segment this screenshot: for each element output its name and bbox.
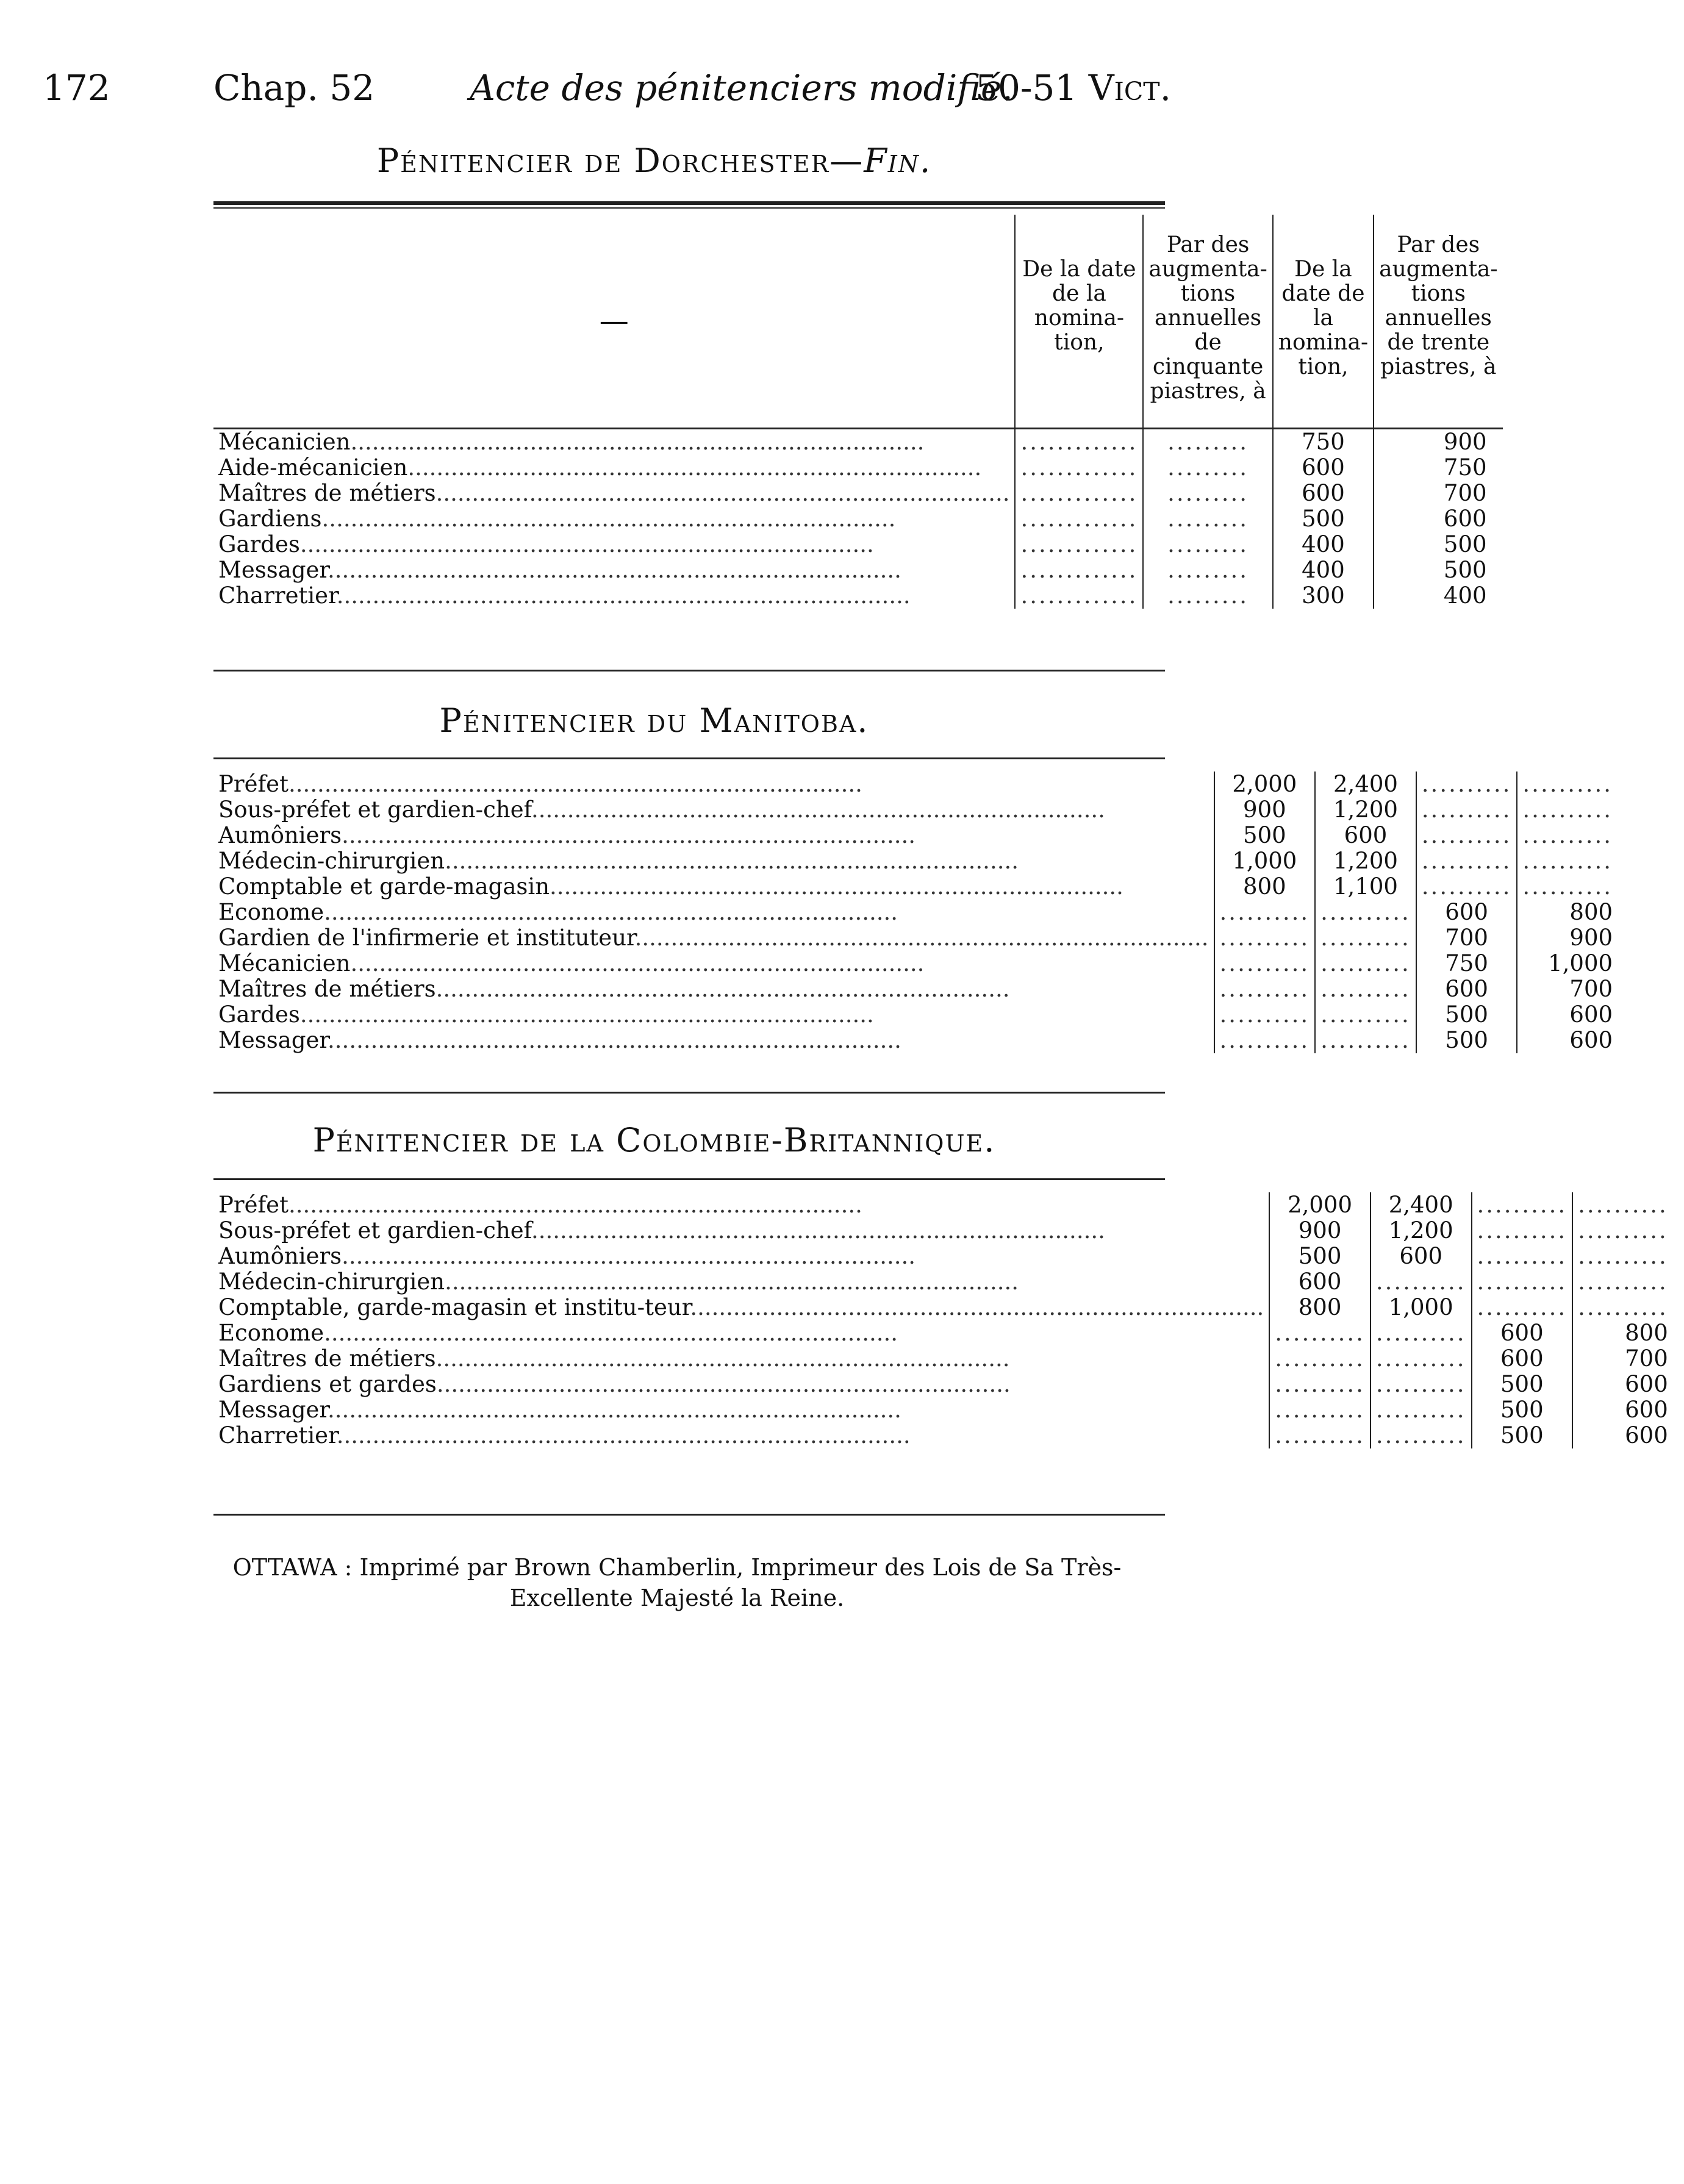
dot-leader: ................................................................................ — [445, 1269, 1019, 1295]
colombie-salary-cell-2: .......... — [1370, 1346, 1472, 1372]
dorchester-position-name: Charretier................................................................................ — [218, 582, 911, 609]
manitoba-row — [213, 951, 1628, 976]
dot-leader: ................................................................................ — [407, 454, 982, 481]
colombie-salary-cell-2: 1,000 — [1370, 1295, 1472, 1320]
manitoba-salary-cell-4: .......... — [1517, 797, 1628, 823]
colombie-salary-cell-4: 600 — [1572, 1397, 1684, 1423]
dorchester-salary-cell-4: 900 — [1374, 428, 1502, 455]
manitoba-salary-cell-3: 700 — [1416, 925, 1517, 951]
colombie-salary-cell-3: .......... — [1472, 1218, 1573, 1244]
colombie-row — [213, 1192, 1684, 1218]
manitoba-salary-cell-2: 1,200 — [1315, 797, 1416, 823]
rule-manitoba-top — [213, 757, 1165, 759]
colombie-row — [213, 1218, 1684, 1244]
dorchester-title-main: Pénitencier de Dorchester— — [376, 141, 864, 180]
colombie-position-name: Aumôniers................................................................................ — [218, 1243, 916, 1269]
manitoba-salary-cell-3: .......... — [1416, 772, 1517, 797]
dorchester-position-name: Maîtres de métiers................................................................................ — [218, 479, 1010, 506]
colombie-salary-cell-2: 1,200 — [1370, 1218, 1472, 1244]
manitoba-salary-cell-1: .......... — [1214, 951, 1316, 976]
colombie-row — [213, 1244, 1684, 1269]
manitoba-salary-cell-3: 600 — [1416, 976, 1517, 1002]
manitoba-salary-cell-4: .......... — [1517, 848, 1628, 874]
manitoba-salary-cell-3: .......... — [1416, 797, 1517, 823]
manitoba-salary-cell-3: .......... — [1416, 848, 1517, 874]
manitoba-position-name: Sous-préfet et gardien-chef................................................................................ — [218, 797, 1105, 823]
dorchester-row — [213, 557, 1503, 583]
manitoba-salary-cell-2: .......... — [1315, 1002, 1416, 1028]
regnal-year: 50-51 Vict. — [975, 67, 1171, 109]
manitoba-position-name: Préfet................................................................................ — [218, 771, 862, 797]
page-number: 172 — [43, 67, 110, 109]
manitoba-salary-cell-4: .......... — [1517, 772, 1628, 797]
colombie-row — [213, 1372, 1684, 1397]
dorchester-salary-cell-2: ......... — [1143, 455, 1272, 481]
manitoba-row — [213, 925, 1628, 951]
colombie-position-name: Gardiens et gardes................................................................................ — [218, 1371, 1011, 1397]
colombie-salary-cell-1: 600 — [1269, 1269, 1370, 1295]
dorchester-title — [0, 141, 1308, 180]
colombie-position-name: Sous-préfet et gardien-chef................................................................................ — [218, 1217, 1105, 1244]
dorchester-salary-cell-1: ............. — [1015, 428, 1143, 455]
colombie-salary-cell-2: .......... — [1370, 1423, 1472, 1448]
colombie-salary-cell-1: 500 — [1269, 1244, 1370, 1269]
dot-leader: ................................................................................ — [336, 582, 911, 609]
colombie-position-name: Econome................................................................................ — [218, 1320, 898, 1346]
printer-imprint: OTTAWA : Imprimé par Brown Chamberlin, Imprimeur des Lois de Sa Très-Excellente Majesté la Reine. — [232, 1554, 1122, 1611]
manitoba-row — [213, 797, 1628, 823]
manitoba-salary-cell-4: .......... — [1517, 823, 1628, 848]
dot-leader: ................................................................................ — [324, 899, 898, 925]
colombie-salary-cell-2: .......... — [1370, 1372, 1472, 1397]
dorchester-position-name: Mécanicien................................................................................ — [218, 428, 925, 455]
col-header-augment-50: Par des augmenta-tions annuelles de cinquante piastres, à — [1143, 215, 1272, 428]
dot-leader: ................................................................................ — [342, 1243, 916, 1269]
colombie-salary-cell-3: 500 — [1472, 1423, 1573, 1448]
manitoba-salary-cell-4: 900 — [1517, 925, 1628, 951]
double-rule-top-thin — [213, 207, 1165, 209]
dot-leader: ................................................................................ — [531, 797, 1105, 823]
colombie-salary-cell-1: .......... — [1269, 1423, 1370, 1448]
dorchester-salary-cell-2: ......... — [1143, 481, 1272, 506]
manitoba-salary-cell-4: 600 — [1517, 1002, 1628, 1028]
col-header-augment-30: Par des augmenta-tions annuelles de trente piastres, à — [1374, 215, 1502, 428]
manitoba-salary-cell-4: 600 — [1517, 1028, 1628, 1053]
dot-leader: ................................................................................ — [324, 1320, 898, 1346]
manitoba-salary-cell-2: 2,400 — [1315, 772, 1416, 797]
dorchester-salary-cell-2: ......... — [1143, 428, 1272, 455]
colombie-salary-cell-4: .......... — [1572, 1218, 1684, 1244]
manitoba-salary-cell-1: .......... — [1214, 1002, 1316, 1028]
colombie-salary-cell-3: 500 — [1472, 1397, 1573, 1423]
stub-header: — — [599, 304, 629, 338]
colombie-salary-cell-1: 2,000 — [1269, 1192, 1370, 1218]
rule-colombie-top — [213, 1178, 1165, 1180]
manitoba-salary-cell-2: .......... — [1315, 951, 1416, 976]
manitoba-salary-cell-1: 800 — [1214, 874, 1316, 900]
dorchester-salary-cell-1: ............. — [1015, 532, 1143, 557]
manitoba-salary-cell-3: 600 — [1416, 900, 1517, 925]
dot-leader: ................................................................................ — [288, 771, 862, 797]
dorchester-row — [213, 532, 1503, 557]
dorchester-row — [213, 583, 1503, 609]
colombie-salary-cell-1: 800 — [1269, 1295, 1370, 1320]
manitoba-row — [213, 1002, 1628, 1028]
colombie-salary-cell-2: .......... — [1370, 1397, 1472, 1423]
colombie-salary-cell-4: 800 — [1572, 1320, 1684, 1346]
dorchester-position-name: Gardiens................................................................................ — [218, 505, 896, 532]
manitoba-salary-cell-1: 1,000 — [1214, 848, 1316, 874]
colombie-salary-cell-1: .......... — [1269, 1397, 1370, 1423]
manitoba-salary-cell-2: 600 — [1315, 823, 1416, 848]
colombie-salary-cell-4: .......... — [1572, 1244, 1684, 1269]
dorchester-salary-cell-4: 500 — [1374, 532, 1502, 557]
dorchester-salary-cell-1: ............. — [1015, 506, 1143, 532]
manitoba-salary-cell-1: .......... — [1214, 976, 1316, 1002]
manitoba-salary-cell-1: 500 — [1214, 823, 1316, 848]
dorchester-salary-cell-3: 300 — [1273, 583, 1374, 609]
dorchester-salary-cell-2: ......... — [1143, 532, 1272, 557]
colombie-row — [213, 1397, 1684, 1423]
colombie-row — [213, 1346, 1684, 1372]
dot-leader: ................................................................................ — [336, 1422, 911, 1448]
dorchester-salary-cell-2: ......... — [1143, 583, 1272, 609]
manitoba-salary-cell-1: 900 — [1214, 797, 1316, 823]
dot-leader: ................................................................................ — [435, 479, 1010, 506]
colombie-salary-cell-2: 600 — [1370, 1244, 1472, 1269]
dot-leader: ................................................................................ — [690, 1294, 1264, 1320]
manitoba-salary-cell-4: 800 — [1517, 900, 1628, 925]
dorchester-row — [213, 481, 1503, 506]
colombie-salary-cell-3: .......... — [1472, 1244, 1573, 1269]
dot-leader: ................................................................................ — [531, 1217, 1105, 1244]
colombie-salary-cell-4: 600 — [1572, 1372, 1684, 1397]
dot-leader: ................................................................................ — [299, 531, 874, 557]
dorchester-salary-cell-1: ............. — [1015, 557, 1143, 583]
manitoba-salary-cell-3: .......... — [1416, 823, 1517, 848]
dot-leader: ................................................................................ — [350, 950, 925, 976]
dot-leader: ................................................................................ — [436, 1371, 1011, 1397]
colombie-salary-cell-4: .......... — [1572, 1295, 1684, 1320]
dot-leader: ................................................................................ — [550, 873, 1123, 900]
dorchester-row — [213, 428, 1503, 455]
dot-leader: ................................................................................ — [288, 1192, 862, 1218]
manitoba-salary-cell-2: .......... — [1315, 925, 1416, 951]
dorchester-salary-cell-2: ......... — [1143, 506, 1272, 532]
dot-leader: ................................................................................ — [342, 822, 916, 848]
manitoba-row — [213, 848, 1628, 874]
manitoba-row — [213, 900, 1628, 925]
manitoba-row — [213, 1028, 1628, 1053]
dot-leader: ................................................................................ — [328, 1397, 901, 1423]
manitoba-salary-cell-1: .......... — [1214, 1028, 1316, 1053]
colombie-salary-cell-4: 600 — [1572, 1423, 1684, 1448]
manitoba-position-name: Mécanicien................................................................................ — [218, 950, 925, 976]
colombie-row — [213, 1269, 1684, 1295]
dot-leader: ................................................................................ — [435, 976, 1010, 1002]
colombie-position-name: Charretier................................................................................ — [218, 1422, 911, 1448]
colombie-salary-cell-3: 500 — [1472, 1372, 1573, 1397]
colombie-salary-cell-4: 700 — [1572, 1346, 1684, 1372]
manitoba-salary-cell-4: 1,000 — [1517, 951, 1628, 976]
manitoba-position-name: Econome................................................................................ — [218, 899, 898, 925]
dot-leader: ................................................................................ — [321, 505, 896, 532]
dorchester-salary-cell-4: 750 — [1374, 455, 1502, 481]
colombie-salary-cell-1: .......... — [1269, 1372, 1370, 1397]
manitoba-salary-cell-3: 500 — [1416, 1028, 1517, 1053]
dorchester-salary-cell-1: ............. — [1015, 481, 1143, 506]
manitoba-position-name: Gardes................................................................................ — [218, 1001, 874, 1028]
manitoba-salary-cell-1: .......... — [1214, 900, 1316, 925]
manitoba-salary-cell-1: 2,000 — [1214, 772, 1316, 797]
dot-leader: ................................................................................ — [435, 1345, 1010, 1372]
dorchester-salary-cell-3: 750 — [1273, 428, 1374, 455]
dorchester-table — [213, 215, 1503, 609]
colombie-position-name: Maîtres de métiers................................................................................ — [218, 1345, 1010, 1372]
colombie-row — [213, 1423, 1684, 1448]
manitoba-salary-cell-2: 1,200 — [1315, 848, 1416, 874]
manitoba-row — [213, 823, 1628, 848]
colombie-salary-cell-2: .......... — [1370, 1269, 1472, 1295]
dorchester-row — [213, 455, 1503, 481]
manitoba-title: Pénitencier du Manitoba. — [439, 701, 869, 740]
colombie-position-name: Comptable, garde-magasin et institu-teur................................................................................ — [218, 1294, 1264, 1320]
colombie-salary-cell-1: .......... — [1269, 1320, 1370, 1346]
dorchester-salary-cell-4: 400 — [1374, 583, 1502, 609]
manitoba-salary-cell-3: 750 — [1416, 951, 1517, 976]
col-header-date-2: De la date de la nomina-tion, — [1273, 215, 1374, 428]
manitoba-position-name: Comptable et garde-magasin................................................................................ — [218, 873, 1123, 900]
colombie-salary-cell-4: .......... — [1572, 1269, 1684, 1295]
manitoba-position-name: Médecin-chirurgien................................................................................ — [218, 848, 1019, 874]
manitoba-row — [213, 772, 1628, 797]
manitoba-position-name: Gardien de l'infirmerie et instituteur................................................................................ — [218, 925, 1209, 951]
dot-leader: ................................................................................ — [299, 1001, 874, 1028]
dorchester-row — [213, 506, 1503, 532]
colombie-title: Pénitencier de la Colombie-Britannique. — [312, 1121, 996, 1159]
manitoba-table — [213, 772, 1628, 1053]
manitoba-salary-cell-2: 1,100 — [1315, 874, 1416, 900]
chapter-label: Chap. 52 — [213, 67, 375, 109]
colombie-salary-cell-3: .......... — [1472, 1269, 1573, 1295]
manitoba-position-name: Aumôniers................................................................................ — [218, 822, 916, 848]
dot-leader: ................................................................................ — [634, 925, 1209, 951]
rule-manitoba-end — [213, 1092, 1165, 1094]
dorchester-salary-cell-3: 400 — [1273, 532, 1374, 557]
colombie-salary-cell-3: 600 — [1472, 1346, 1573, 1372]
rule-colombie-end — [213, 1514, 1165, 1516]
colombie-position-name: Médecin-chirurgien................................................................................ — [218, 1269, 1019, 1295]
colombie-salary-cell-1: .......... — [1269, 1346, 1370, 1372]
colombie-salary-cell-2: .......... — [1370, 1320, 1472, 1346]
colombie-position-name: Préfet................................................................................ — [218, 1192, 862, 1218]
dorchester-position-name: Gardes................................................................................ — [218, 531, 874, 557]
colombie-salary-cell-3: .......... — [1472, 1192, 1573, 1218]
dorchester-salary-cell-4: 700 — [1374, 481, 1502, 506]
double-rule-top — [213, 201, 1165, 205]
colombie-salary-cell-4: .......... — [1572, 1192, 1684, 1218]
dorchester-salary-cell-2: ......... — [1143, 557, 1272, 583]
dot-leader: ................................................................................ — [445, 848, 1019, 874]
act-title: Acte des pénitenciers modifié. — [470, 67, 1013, 109]
dot-leader: ................................................................................ — [350, 428, 925, 455]
manitoba-salary-cell-2: .......... — [1315, 1028, 1416, 1053]
manitoba-salary-cell-3: .......... — [1416, 874, 1517, 900]
colombie-salary-cell-3: 600 — [1472, 1320, 1573, 1346]
colombie-salary-cell-2: 2,400 — [1370, 1192, 1472, 1218]
colombie-salary-cell-1: 900 — [1269, 1218, 1370, 1244]
dot-leader: ................................................................................ — [328, 556, 901, 583]
manitoba-salary-cell-4: 700 — [1517, 976, 1628, 1002]
colombie-row — [213, 1320, 1684, 1346]
colombie-table — [213, 1192, 1684, 1448]
dorchester-salary-cell-1: ............. — [1015, 455, 1143, 481]
manitoba-position-name: Messager................................................................................ — [218, 1027, 901, 1053]
dorchester-salary-cell-3: 600 — [1273, 481, 1374, 506]
manitoba-position-name: Maîtres de métiers................................................................................ — [218, 976, 1010, 1002]
dorchester-salary-cell-1: ............. — [1015, 583, 1143, 609]
manitoba-salary-cell-3: 500 — [1416, 1002, 1517, 1028]
dorchester-title-suffix: Fin. — [864, 141, 932, 180]
running-head — [43, 67, 1171, 116]
dot-leader: ................................................................................ — [328, 1027, 901, 1053]
manitoba-salary-cell-1: .......... — [1214, 925, 1316, 951]
colombie-row — [213, 1295, 1684, 1320]
manitoba-salary-cell-4: .......... — [1517, 874, 1628, 900]
dorchester-salary-cell-3: 600 — [1273, 455, 1374, 481]
manitoba-salary-cell-2: .......... — [1315, 900, 1416, 925]
dorchester-position-name: Messager................................................................................ — [218, 556, 901, 583]
dorchester-position-name: Aide-mécanicien................................................................................ — [218, 454, 982, 481]
dorchester-salary-cell-3: 400 — [1273, 557, 1374, 583]
manitoba-salary-cell-2: .......... — [1315, 976, 1416, 1002]
dorchester-salary-cell-4: 500 — [1374, 557, 1502, 583]
colombie-salary-cell-3: .......... — [1472, 1295, 1573, 1320]
dorchester-salary-cell-4: 600 — [1374, 506, 1502, 532]
colombie-position-name: Messager................................................................................ — [218, 1397, 901, 1423]
col-header-date-1: De la date de la nomina-tion, — [1015, 215, 1143, 428]
dorchester-salary-cell-3: 500 — [1273, 506, 1374, 532]
manitoba-row — [213, 976, 1628, 1002]
manitoba-row — [213, 874, 1628, 900]
rule-dorchester-end — [213, 670, 1165, 671]
